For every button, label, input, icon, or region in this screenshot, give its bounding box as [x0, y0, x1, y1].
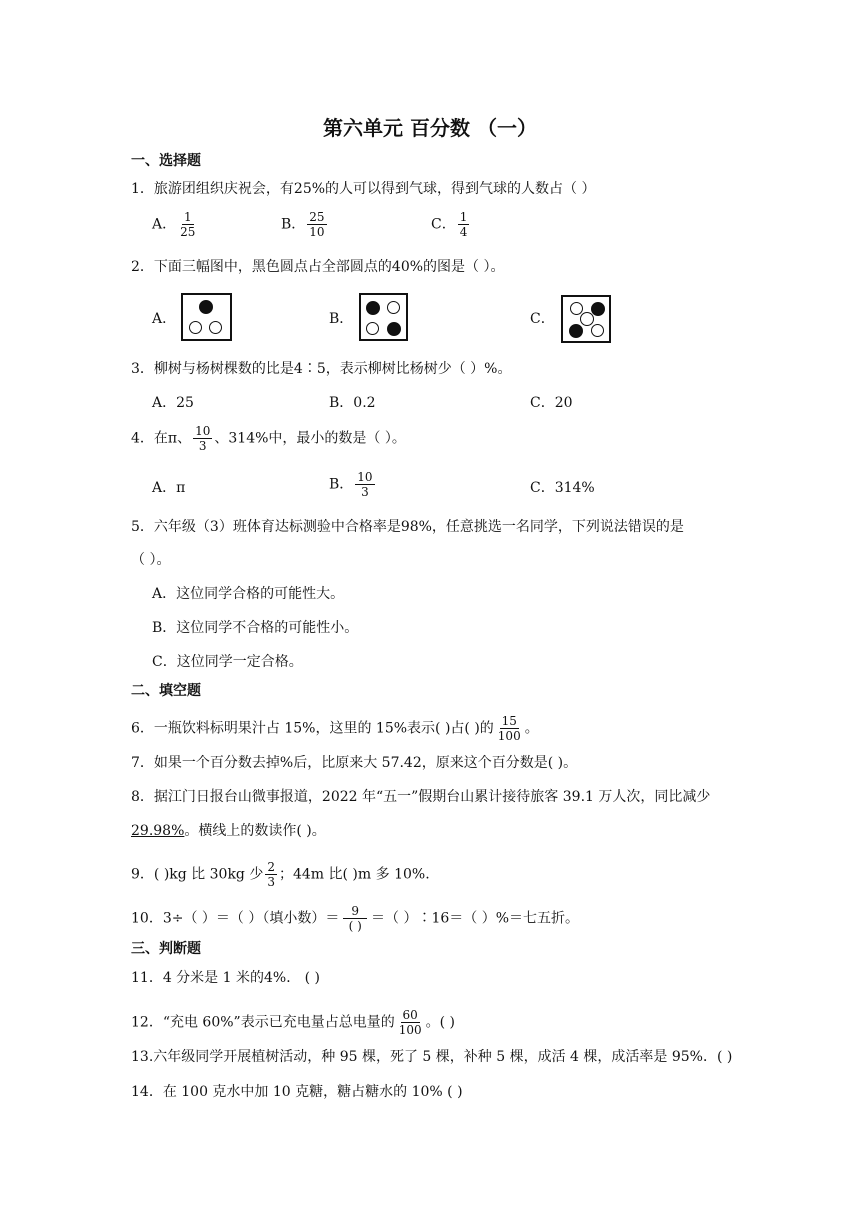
question-5-line-2: （ ）。 [131, 552, 171, 568]
white-dot [591, 324, 604, 337]
denominator: 3 [198, 439, 207, 453]
denominator: 4 [459, 225, 468, 239]
numerator: 10 [195, 424, 211, 438]
question-4-pre: 4．在π、 [131, 430, 192, 447]
white-dot [209, 321, 222, 334]
question-4-option-a: A．π [152, 480, 186, 496]
fraction [343, 904, 367, 933]
question-8-line-2 [131, 822, 326, 840]
question-5-option-c: C．这位同学一定合格。 [152, 654, 303, 670]
question-2-option-a-label: A． [152, 311, 177, 327]
question-12-pre: 12．“充电 60%”表示已充电量占总电量的 [131, 1014, 395, 1031]
fraction [307, 210, 326, 239]
question-1-text: 1．旅游团组织庆祝会，有25%的人可以得到气球，得到气球的人数占（ ） [131, 181, 596, 197]
question-5-option-a: A．这位同学合格的可能性大。 [152, 586, 345, 602]
numerator: 2 [267, 860, 275, 874]
question-1-option-c [431, 210, 471, 239]
fraction [496, 714, 523, 743]
denominator: ( ) [348, 919, 362, 933]
denominator: 25 [180, 225, 196, 239]
numerator: 10 [357, 470, 373, 484]
question-9-text [131, 860, 430, 889]
dot-figure-b [359, 293, 408, 341]
option-label: B． [281, 216, 306, 233]
page-title: 第六单元 百分数 （一） [323, 116, 537, 140]
question-4-option-c: C．314% [530, 480, 595, 496]
numerator: 1 [183, 210, 192, 224]
question-10-post: ＝（ ）∶16＝（ ）%＝七五折。 [371, 910, 580, 927]
fraction [265, 860, 277, 889]
question-4-option-b [329, 470, 377, 499]
underlined-number: 29.98% [131, 823, 185, 839]
fraction [355, 470, 374, 499]
question-3-option-b: B．0.2 [329, 395, 376, 411]
denominator: 3 [267, 875, 275, 889]
black-dot [591, 302, 605, 316]
white-dot [366, 322, 379, 335]
question-13-text: 13.六年级同学开展植树活动，种 95 棵，死了 5 棵，补种 5 棵，成活 4 棵，成活率是 95%．( ) [131, 1049, 733, 1065]
question-2-text: 2．下面三幅图中，黑色圆点占全部圆点的40%的图是（ ）。 [131, 259, 505, 275]
question-6-post: 。 [524, 720, 539, 737]
numerator: 60 [402, 1008, 418, 1022]
section-heading-true-false: 三、判断题 [131, 941, 201, 957]
question-2-option-b-label: B． [329, 311, 354, 327]
question-12-post: 。( ) [425, 1014, 455, 1031]
question-3-text: 3．柳树与杨树棵数的比是4∶5，表示柳树比杨树少（ ）%。 [131, 361, 512, 377]
denominator: 100 [497, 729, 521, 743]
question-9-post: ；44m 比( )m 多 10%. [278, 866, 430, 883]
option-label: C． [431, 216, 456, 233]
option-label: A． [152, 216, 177, 233]
question-1-option-a [152, 210, 199, 239]
question-3-option-a: A．25 [152, 395, 194, 411]
question-1-option-b [281, 210, 329, 239]
fraction [178, 210, 197, 239]
section-heading-choice: 一、选择题 [131, 153, 201, 169]
white-dot [570, 302, 583, 315]
section-heading-fill-blank: 二、填空题 [131, 683, 201, 699]
question-11-text: 11．4 分米是 1 米的4%． ( ) [131, 970, 321, 986]
black-dot [387, 322, 401, 336]
fraction [397, 1008, 424, 1037]
denominator: 3 [361, 485, 369, 499]
question-9-pre: 9．( )kg 比 30kg 少 [131, 866, 264, 883]
white-dot [580, 312, 594, 326]
option-label: B． [329, 476, 354, 493]
question-7-text: 7．如果一个百分数去掉%后，比原来大 57.42，原来这个百分数是( )。 [131, 755, 578, 771]
question-6-text [131, 714, 539, 743]
question-14-text: 14．在 100 克水中加 10 克糖，糖占糖水的 10% ( ) [131, 1084, 463, 1100]
black-dot [199, 300, 213, 314]
denominator: 100 [398, 1023, 422, 1037]
question-4-text [131, 424, 406, 453]
dot-figure-a [181, 293, 232, 341]
question-4-post: 、314%中，最小的数是（ ）。 [214, 430, 406, 447]
question-12-text [131, 1008, 455, 1037]
question-3-option-c: C．20 [530, 395, 573, 411]
question-8-line-2-rest: 。横线上的数读作( )。 [184, 823, 326, 839]
black-dot [569, 324, 583, 338]
numerator: 1 [459, 210, 468, 224]
question-8-line-1: 8．据江门日报台山微事报道，2022 年“五一”假期台山累计接待旅客 39.1 万人次，同比减少 [131, 789, 711, 805]
dot-figure-c [561, 295, 611, 343]
numerator: 15 [501, 714, 517, 728]
question-5-option-b: B．这位同学不合格的可能性小。 [152, 620, 359, 636]
white-dot [387, 301, 400, 314]
fraction [193, 424, 212, 453]
question-5-line-1: 5．六年级（3）班体育达标测验中合格率是98%，任意挑选一名同学，下列说法错误的是 [131, 519, 684, 535]
numerator: 25 [309, 210, 325, 224]
fraction [458, 210, 470, 239]
question-10-pre: 10．3÷（ ）＝（ ）（填小数）＝ [131, 910, 340, 927]
denominator: 10 [309, 225, 325, 239]
black-dot [366, 301, 380, 315]
question-6-pre: 6．一瓶饮料标明果汁占 15%，这里的 15%表示( )占( )的 [131, 720, 494, 737]
question-2-option-c-label: C． [530, 311, 555, 327]
white-dot [189, 321, 202, 334]
question-10-text [131, 904, 579, 933]
numerator: 9 [343, 904, 367, 919]
